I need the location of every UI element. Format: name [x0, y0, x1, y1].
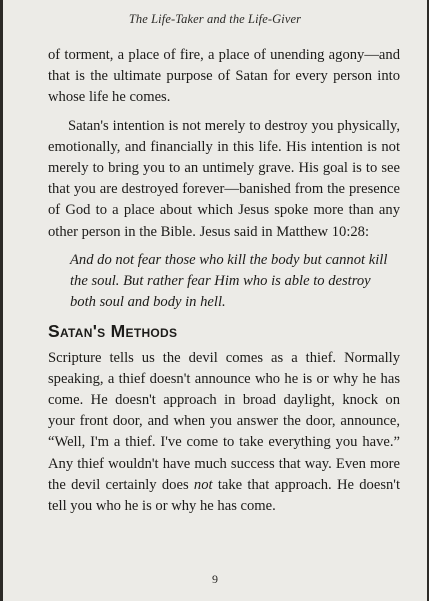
- paragraph-text: Scripture tells us the devil comes as a thief. Normally speaking, a thief doesn't announce who he is or why he has come. He doesn't approach in broad daylight, knock on your front door, and when you answer the door, announce, “Well, I'm a thief. I've come to take everything you have.” Any thief wouldn't have much success that way. Even more the devil certainly does: [48, 349, 400, 493]
- paragraph: Satan's intention is not merely to destroy you physically, emotionally, and financially in this life. His intention is not merely to bring you to an untimely grave. His goal is to see that you are destroyed forever—banished from the presence of God to a place about which Jesus spoke more than any other person in the Bible. Jesus said in Matthew 10:28:: [48, 117, 400, 240]
- running-head: The Life-Taker and the Life-Giver: [128, 12, 302, 26]
- emphasis-text: not: [193, 476, 213, 493]
- section-heading: Satan's Methods: [48, 321, 178, 342]
- paragraph-text: take that approach. He doesn't tell you who he is or why he has come.: [48, 476, 400, 515]
- block-quote: And do not fear those who kill the body but cannot kill the soul. But rather fear Him who is able to destroy both soul and body in hell.: [70, 251, 388, 311]
- paragraph: [48, 348, 400, 518]
- page-number: 9: [212, 572, 218, 586]
- paragraph: of torment, a place of fire, a place of unending agony—and that is the ultimate purpose of Satan for every person into whose life he comes.: [48, 47, 400, 106]
- page-body: [48, 45, 400, 524]
- book-page: [3, 0, 427, 601]
